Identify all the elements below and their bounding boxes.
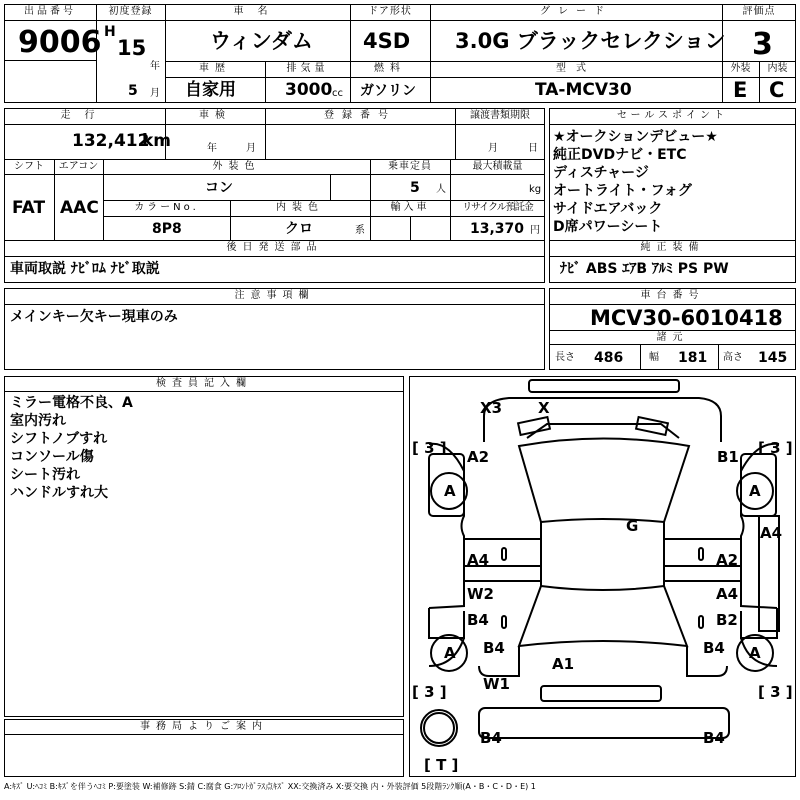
chassis-label: 車台番号 <box>640 290 705 301</box>
displacement-unit: cc <box>332 88 343 99</box>
later-parts-label: 後日発送部品 <box>226 242 323 253</box>
fuel-label: 燃料 <box>374 63 406 74</box>
first-reg-year: 15 <box>117 36 147 60</box>
mileage: 132,412 <box>72 131 150 151</box>
damage-mark: A2 <box>467 448 490 466</box>
int-color: クロ <box>285 221 313 237</box>
month-unit: 月 <box>150 88 160 99</box>
ac-label: エアコン <box>58 161 99 172</box>
equipment-label: 純正装備 <box>640 242 705 253</box>
damage-mark: B1 <box>717 448 739 466</box>
sales-point-item: 純正DVDナビ・ETC <box>553 147 687 163</box>
transfer-month: 月 <box>488 143 498 154</box>
equipment: ﾅﾋﾞ ABS ｴｱB ｱﾙﾐ PS PW <box>560 261 729 277</box>
transfer-deadline-label: 譲渡書類期限 <box>470 110 530 121</box>
recycle-fee: 13,370 <box>470 221 525 237</box>
color-no-label: カラーNo. <box>134 202 199 213</box>
sales-point-item: オートライト・フォグ <box>553 183 692 199</box>
doors: 4SD <box>363 29 411 53</box>
damage-mark: W2 <box>467 585 494 603</box>
damage-mark: A2 <box>716 551 739 569</box>
score-label: 評価点 <box>742 6 776 17</box>
damage-mark: B4 <box>467 611 489 629</box>
capacity: 5 <box>410 180 420 196</box>
damage-legend: A:ｷｽﾞ U:ﾍｺﾐ B:ｷｽﾞを伴うﾍｺﾐ P:要塗装 W:補修跡 S:錆 C:腐食 G:ﾌﾛﾝﾄｶﾞﾗｽ点ｷｽﾞ XX:交換済み X:要交換 内・外装評価 5段階ﾗﾝｸ順(A・B・C・D・E) 1 <box>4 782 536 791</box>
capacity-label: 乗車定員 <box>388 161 432 172</box>
exterior-label: 外装 <box>730 63 751 74</box>
damage-mark: A <box>749 482 761 500</box>
damage-mark: B4 <box>483 639 505 657</box>
int-color-label: 内装色 <box>276 202 324 213</box>
sales-points-label: セールスポイント <box>616 110 729 121</box>
later-parts: 車両取説 ﾅﾋﾞﾛﾑ ﾅﾋﾞ取説 <box>10 261 160 277</box>
inspection-month-unit: 月 <box>246 143 256 154</box>
first-reg-month: 5 <box>128 83 138 99</box>
color-no: 8P8 <box>152 221 182 237</box>
max-load-unit: kg <box>529 184 542 195</box>
chassis-number: MCV30-6010418 <box>590 306 783 330</box>
damage-mark: A4 <box>716 585 739 603</box>
damage-mark: B4 <box>703 729 725 747</box>
tire-depth-rr: [ 3 ] <box>758 683 793 701</box>
damage-mark: A4 <box>467 551 490 569</box>
car-outline-diagram <box>409 376 796 777</box>
damage-mark: A <box>749 644 761 662</box>
length-label: 長さ <box>555 352 575 363</box>
first-reg-label: 初度登録 <box>108 6 153 17</box>
inspection-year-unit: 年 <box>207 143 217 154</box>
notes: メインキー欠キー現車のみ <box>10 309 178 325</box>
damage-mark: G <box>626 517 639 535</box>
inspection-label: 車検 <box>199 110 231 121</box>
office-label: 事務局よりご案内 <box>140 721 268 732</box>
displacement-label: 排気量 <box>286 63 329 74</box>
damage-mark: B4 <box>480 729 502 747</box>
displacement: 3000 <box>285 80 333 100</box>
ac: AAC <box>60 198 99 218</box>
history: 自家用 <box>185 80 236 100</box>
inspector-item: コンソール傷 <box>10 449 94 465</box>
reg-no-label: 登録番号 <box>324 110 396 121</box>
grade: 3.0G ブラックセレクション <box>455 29 726 53</box>
inspector-item: シート汚れ <box>10 467 80 483</box>
ext-color-label: 外装色 <box>212 161 261 172</box>
mileage-label: 走行 <box>60 110 109 121</box>
lot-no: 9006 <box>18 25 102 60</box>
max-load-label: 最大積載量 <box>472 161 523 172</box>
inspector-item: ハンドルすれ大 <box>10 485 108 501</box>
exterior-grade: E <box>733 78 748 102</box>
inspector-list <box>10 394 133 502</box>
damage-mark: X <box>538 399 550 417</box>
fuel: ガソリン <box>360 83 416 99</box>
interior-grade: C <box>769 78 785 102</box>
inspector-item: シフトノブすれ <box>10 431 108 447</box>
length: 486 <box>594 350 624 366</box>
damage-mark: A <box>444 482 456 500</box>
model: TA-MCV30 <box>535 80 632 100</box>
specs-label: 諸元 <box>656 332 689 343</box>
lot-no-label: 出品番号 <box>24 6 76 17</box>
tire-depth-fl: [ 3 ] <box>412 439 447 457</box>
tire-depth-fr: [ 3 ] <box>758 439 793 457</box>
damage-mark: A <box>444 644 456 662</box>
inspector-item: ミラー電格不良、A <box>10 395 133 411</box>
tire-depth-rl: [ 3 ] <box>412 683 447 701</box>
shift-label: シフト <box>14 161 44 172</box>
year-unit: 年 <box>150 61 160 72</box>
recycle-unit: 円 <box>530 225 540 236</box>
ext-color: コン <box>205 180 233 196</box>
score: 3 <box>752 27 773 62</box>
model-label: 型式 <box>556 63 596 74</box>
width: 181 <box>678 350 708 366</box>
damage-mark: W1 <box>483 675 510 693</box>
doors-label: ドア形状 <box>368 6 412 17</box>
damage-mark: A4 <box>760 524 783 542</box>
damage-mark: B4 <box>703 639 725 657</box>
sales-point-item: ★オークションデビュー★ <box>553 129 718 145</box>
inspector-item: 室内汚れ <box>10 413 66 429</box>
first-reg-era: H <box>104 24 116 40</box>
shift: FAT <box>12 198 46 218</box>
spare-tire-mark: [ T ] <box>424 756 459 774</box>
history-label: 車歴 <box>199 63 231 74</box>
sales-point-item: サイドエアバック <box>553 201 663 217</box>
transfer-day: 日 <box>528 143 538 154</box>
damage-mark: X3 <box>480 399 503 417</box>
interior-label: 内装 <box>767 63 788 74</box>
width-label: 幅 <box>649 352 659 363</box>
car-name: ウィンダム <box>210 29 313 53</box>
recycle-label: リサイクル預託金 <box>462 202 533 213</box>
import-label: 輸入車 <box>390 202 430 213</box>
int-color-unit: 系 <box>355 225 365 236</box>
mileage-unit: km <box>142 131 172 151</box>
height: 145 <box>758 350 788 366</box>
notes-label: 注意事項欄 <box>234 290 315 301</box>
grade-label: グレード <box>540 6 612 17</box>
sales-points-list <box>553 128 718 236</box>
sales-point-item: D席パワーシート <box>553 219 663 235</box>
damage-mark: B2 <box>716 611 738 629</box>
damage-mark: A1 <box>552 655 575 673</box>
capacity-unit: 人 <box>436 184 446 195</box>
height-label: 高さ <box>723 352 743 363</box>
sales-point-item: ディスチャージ <box>553 165 649 181</box>
inspector-label: 検査員記入欄 <box>156 378 252 389</box>
car-name-label: 車名 <box>233 6 282 17</box>
